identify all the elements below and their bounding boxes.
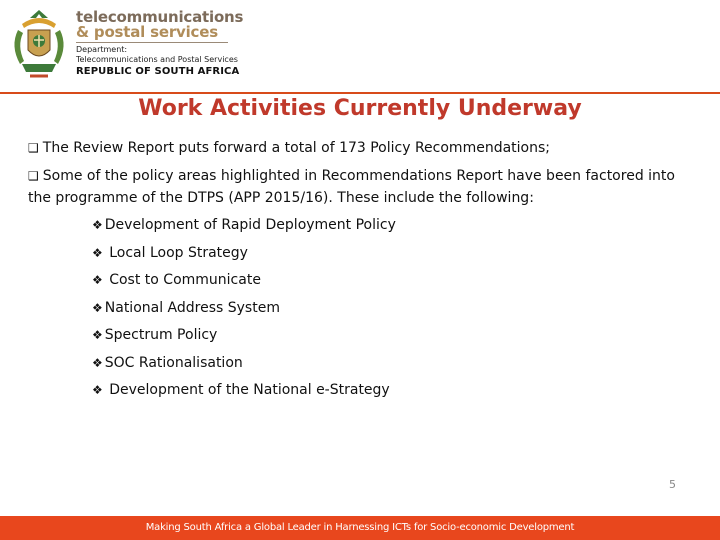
brand-name-line1: telecommunications [76, 8, 244, 26]
list-item [92, 324, 652, 352]
brand-divider [76, 42, 228, 43]
paragraph-2 [28, 165, 688, 209]
list-item-text: Development of the National e-Strategy [104, 382, 390, 398]
list-item-text: Development of Rapid Deployment Policy [104, 217, 396, 233]
list-item-text: Local Loop Strategy [104, 244, 248, 261]
header-divider [0, 92, 720, 94]
list-item-text: Cost to Communicate [104, 272, 261, 288]
list-item [92, 379, 652, 407]
list-item [92, 352, 652, 380]
department-label: Department: [76, 45, 128, 54]
checkbox-bullet-icon: ❑ [28, 169, 39, 183]
list-item-text: National Address System [104, 299, 280, 316]
diamond-bullet-icon: ❖ [92, 355, 103, 370]
list-item-text: SOC Rationalisation [104, 354, 243, 371]
brand-name-line2: & postal services [76, 23, 218, 41]
republic-label: REPUBLIC OF SOUTH AFRICA [76, 66, 240, 77]
slide-header [0, 0, 720, 92]
diamond-bullet-icon: ❖ [92, 300, 103, 315]
footer-tagline: Making South Africa a Global Leader in Harnessing ICTs for Socio-economic Development [145, 522, 575, 533]
list-item [92, 269, 652, 297]
list-item [92, 214, 652, 242]
department-name: Telecommunications and Postal Services [76, 55, 238, 64]
checkbox-bullet-icon: ❑ [28, 141, 39, 155]
diamond-bullet-icon: ❖ [92, 273, 103, 287]
footer-bar [0, 516, 720, 540]
list-item [92, 297, 652, 325]
activity-list [92, 214, 652, 407]
diamond-bullet-icon: ❖ [92, 218, 103, 232]
paragraph-1-text: The Review Report puts forward a total of 173 Policy Recommendations; [42, 140, 550, 156]
paragraph-2-text: Some of the policy areas highlighted in Recommendations Report have been factored into the programme of the DTPS (APP 2015/16). These include the following: [28, 168, 675, 206]
diamond-bullet-icon: ❖ [92, 245, 103, 260]
page-number: 5 [669, 478, 676, 491]
list-item-text: Spectrum Policy [104, 327, 218, 343]
paragraph-1 [28, 137, 688, 159]
coat-of-arms-icon [8, 6, 70, 82]
list-item [92, 242, 652, 270]
diamond-bullet-icon: ❖ [92, 383, 103, 397]
diamond-bullet-icon: ❖ [92, 328, 103, 342]
slide-title: Work Activities Currently Underway [138, 96, 582, 121]
